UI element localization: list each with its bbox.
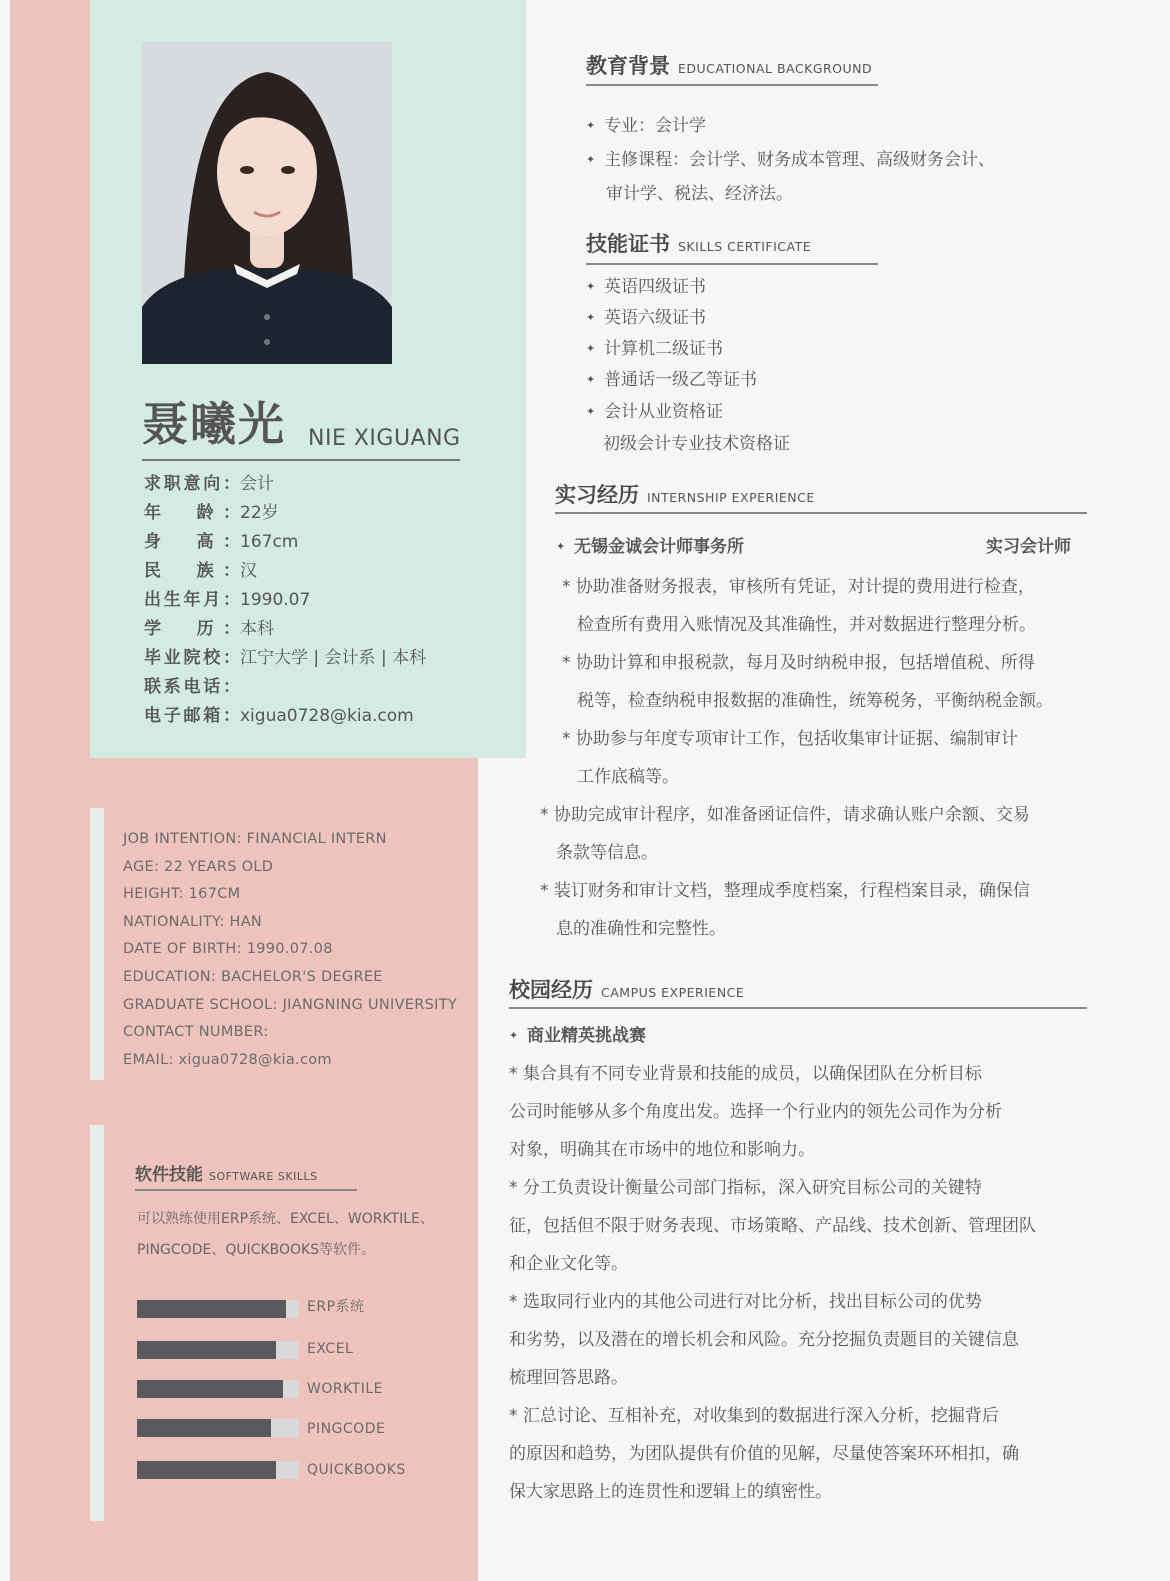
education-courses: ✦ 主修课程：会计学、财务成本管理、高级财务会计、 [586,148,995,172]
en-nationality: NATIONALITY: HAN [123,913,263,930]
info-row-education: 学 历：本科 [144,619,274,639]
certificate-item-extra: 初级会计专业技术资格证 [603,434,790,454]
internship-company: ✦ 无锡金诚会计师事务所 [556,535,744,559]
en-email: EMAIL: xigua0728@kia.com [123,1051,332,1068]
certificates-divider [586,263,878,265]
certificate-item: ✦ 英语六级证书 [586,306,706,330]
education-divider [586,84,878,86]
side-accent-bar [90,808,104,1080]
education-courses-cont: 审计学、税法、经济法。 [606,184,793,204]
en-age: AGE: 22 YEARS OLD [123,858,274,875]
certificates-section-title: 技能证书 SKILLS CERTIFICATE [586,232,812,256]
name-divider [142,459,460,461]
en-education: EDUCATION: BACHELOR'S DEGREE [123,968,383,985]
profile-photo [142,42,392,364]
info-row-age: 年 龄：22岁 [144,503,279,523]
software-divider [135,1189,357,1191]
campus-line: * 汇总讨论、互相补充，对收集到的数据进行深入分析，挖掘背后 [509,1406,999,1426]
internship-line: 税等，检查纳税申报数据的准确性，统筹税务，平衡纳税金额。 [577,691,1053,711]
name-chinese: 聂曦光 [142,397,286,451]
skill-bar-excel [137,1341,299,1359]
campus-line: 的原因和趋势，为团队提供有价值的见解，尽量使答案环环相扣，确 [509,1444,1019,1464]
info-row-school: 毕业院校：江宁大学 | 会计系 | 本科 [144,648,427,668]
internship-line: 息的准确性和完整性。 [556,919,726,939]
en-school: GRADUATE SCHOOL: JIANGNING UNIVERSITY [123,996,458,1013]
en-job: JOB INTENTION: FINANCIAL INTERN [123,831,387,847]
skill-label-pingcode: PINGCODE [307,1421,386,1437]
info-row-ethnicity: 民 族：汉 [144,561,257,581]
certificate-item: ✦ 计算机二级证书 [586,337,723,361]
campus-line: * 集合具有不同专业背景和技能的成员，以确保团队在分析目标 [509,1064,982,1084]
campus-line: 对象，明确其在市场中的地位和影响力。 [509,1140,815,1160]
certificate-item: ✦ 普通话一级乙等证书 [586,368,757,392]
en-height: HEIGHT: 167CM [123,886,241,903]
campus-line: * 分工负责设计衡量公司部门指标，深入研究目标公司的关键特 [509,1178,982,1198]
certificate-item: ✦ 会计从业资格证 [586,400,723,424]
campus-event: ✦ 商业精英挑战赛 [509,1024,646,1048]
skill-label-quickbooks: QUICKBOOKS [307,1462,406,1478]
info-row-phone: 联系电话： [144,677,240,697]
internship-divider [555,512,1087,514]
software-section-title: 软件技能 SOFTWARE SKILLS [135,1165,318,1185]
skill-label-erp: ERP系统 [307,1299,365,1315]
internship-line: 工作底稿等。 [577,767,679,787]
campus-line: 征，包括但不限于财务表现、市场策略、产品线、技术创新、管理团队 [509,1216,1036,1236]
campus-line: 和企业文化等。 [509,1254,628,1274]
education-major: ✦ 专业：会计学 [586,114,706,138]
campus-line: 公司时能够从多个角度出发。选择一个行业内的领先公司作为分析 [509,1102,1002,1122]
campus-line: 保大家思路上的连贯性和逻辑上的缜密性。 [509,1482,832,1502]
internship-section-title: 实习经历 INTERNSHIP EXPERIENCE [555,483,815,507]
skill-bar-worktile [137,1380,299,1398]
info-row-email: 电子邮箱：xigua0728@kia.com [144,706,414,726]
skill-bar-erp [137,1300,299,1318]
education-section-title: 教育背景 EDUCATIONAL BACKGROUND [586,54,873,78]
campus-divider [509,1007,1087,1009]
info-row-job: 求职意向：会计 [144,474,274,494]
software-description: 可以熟练使用ERP系统、EXCEL、WORKTILE、 PINGCODE、QUICKBOOKS等软件。 [137,1211,434,1258]
en-contact: CONTACT NUMBER: [123,1024,269,1041]
skill-label-excel: EXCEL [307,1341,354,1357]
certificate-item: ✦ 英语四级证书 [586,275,706,299]
internship-role: 实习会计师 [986,537,1071,557]
skill-bar-pingcode [137,1419,299,1437]
name-english: NIE XIGUANG [308,426,461,451]
campus-line: * 选取同行业内的其他公司进行对比分析，找出目标公司的优势 [509,1292,982,1312]
internship-line: 条款等信息。 [556,843,658,863]
english-info-block [123,826,457,1074]
campus-section-title: 校园经历 CAMPUS EXPERIENCE [509,978,745,1002]
internship-line: * 协助参与年度专项审计工作，包括收集审计证据、编制审计 [562,729,1018,749]
internship-line: 检查所有费用入账情况及其准确性，并对数据进行整理分析。 [577,615,1036,635]
internship-line: * 装订财务和审计文档，整理成季度档案，行程档案目录，确保信 [540,881,1030,901]
skill-bar-quickbooks [137,1461,299,1479]
internship-line: * 协助准备财务报表，审核所有凭证，对计提的费用进行检查， [562,577,1035,597]
internship-line: * 协助计算和申报税款，每月及时纳税申报，包括增值税、所得 [562,653,1035,673]
info-row-birth: 出生年月：1990.07 [144,590,311,610]
en-birth: DATE OF BIRTH: 1990.07.08 [123,941,333,958]
campus-line: 和劣势，以及潜在的增长机会和风险。充分挖掘负责题目的关键信息 [509,1330,1019,1350]
campus-line: 梳理回答思路。 [509,1368,628,1388]
skill-label-worktile: WORKTILE [307,1381,384,1397]
info-row-height: 身 高：167cm [144,532,299,552]
internship-line: * 协助完成审计程序，如准备函证信件，请求确认账户余额、交易 [540,805,1030,825]
side-accent-bar-2 [90,1125,104,1521]
